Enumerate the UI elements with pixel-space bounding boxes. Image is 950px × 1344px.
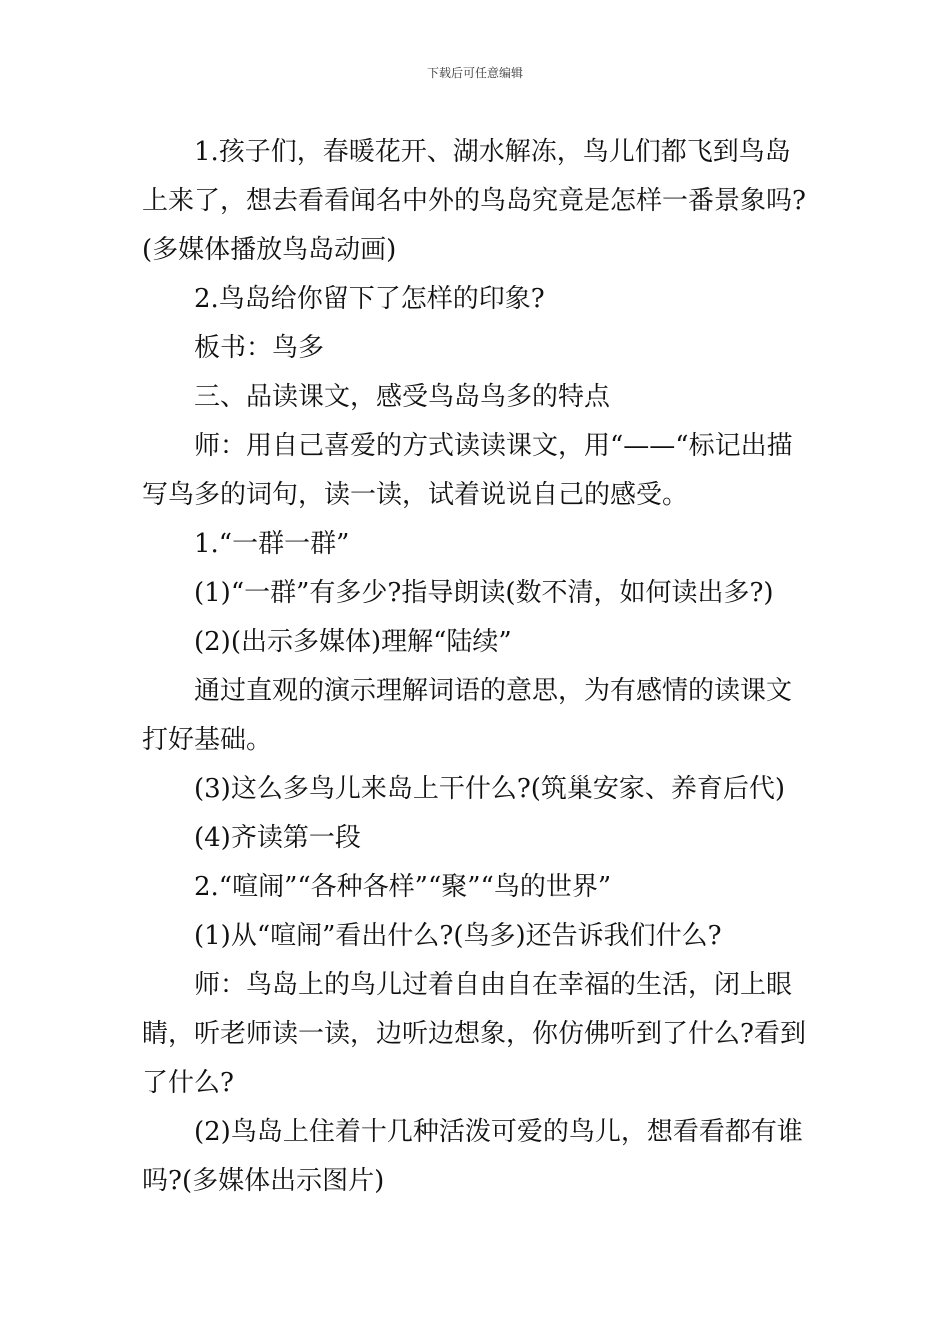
list-item: (3)这么多鸟儿来岛上干什么?(筑巢安家、养育后代)	[194, 774, 786, 804]
list-item: (4)齐读第一段	[194, 823, 361, 853]
list-item-heading: 2.“喧闹”“各种各样”“聚”“鸟的世界”	[194, 872, 612, 902]
paragraph-impression: 2.鸟岛给你留下了怎样的印象?	[194, 284, 545, 314]
list-item: (2)鸟岛上住着十几种活泼可爱的鸟儿，想看看都有谁吗?(多媒体出示图片)	[142, 1117, 803, 1196]
header-note: 下载后可任意编辑	[426, 66, 523, 80]
list-item: (2)(出示多媒体)理解“陆续”	[194, 627, 512, 657]
list-item: (1)“一群”有多少?指导朗读(数不清，如何读出多?)	[194, 578, 774, 608]
paragraph-intro: 1.孩子们，春暖花开、湖水解冻，鸟儿们都飞到鸟岛上来了，想去看看闻名中外的鸟岛究竟是怎样一番景象吗?(多媒体播放鸟岛动画)	[142, 137, 806, 265]
document-body	[142, 128, 810, 1206]
paragraph-teacher-reading: 师：鸟岛上的鸟儿过着自由自在幸福的生活，闭上眼睛，听老师读一读，边听边想象，你仿佛听到了什么?看到了什么?	[142, 970, 806, 1098]
section-heading: 三、品读课文，感受鸟岛鸟多的特点	[194, 382, 611, 412]
list-item-heading: 1.“一群一群”	[194, 529, 350, 559]
paragraph-teacher-instruction: 师：用自己喜爱的方式读读课文，用“——“标记出描写鸟多的词句，读一读，试着说说自己的感受。	[142, 431, 793, 510]
list-item: (1)从“喧闹”看出什么?(鸟多)还告诉我们什么?	[194, 921, 722, 951]
paragraph-explanation: 通过直观的演示理解词语的意思，为有感情的读课文打好基础。	[142, 676, 793, 755]
paragraph-board-note: 板书：鸟多	[194, 333, 325, 363]
